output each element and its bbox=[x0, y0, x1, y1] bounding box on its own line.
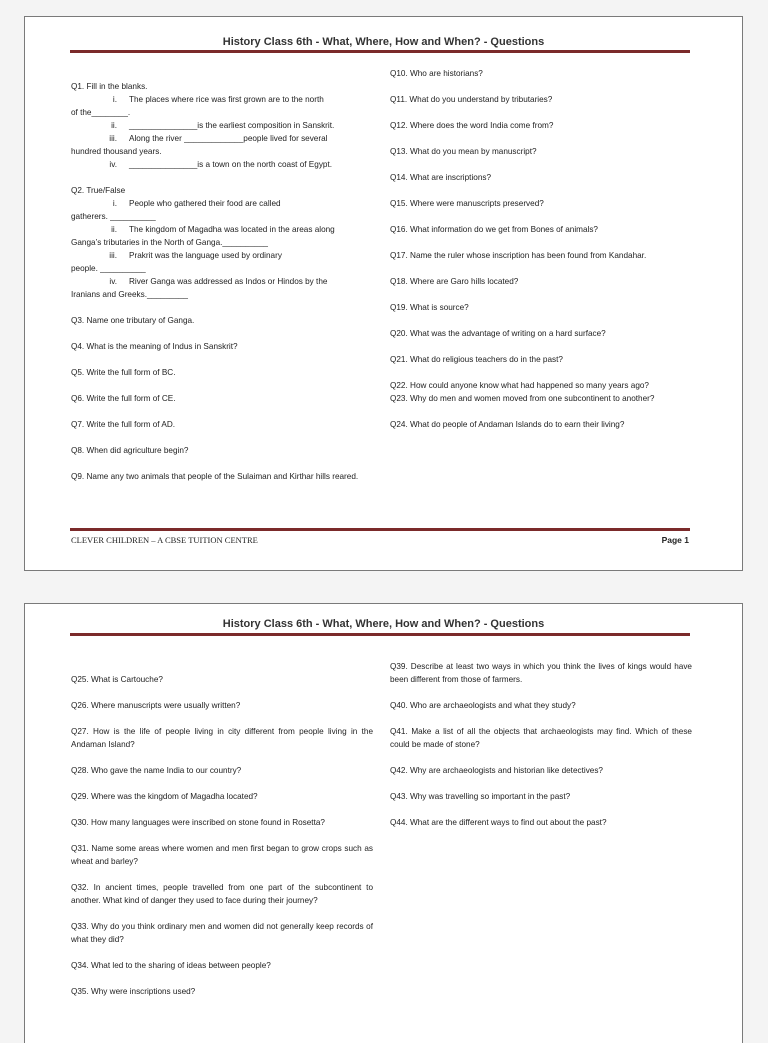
question-item: Q4. What is the meaning of Indus in Sanskrit? bbox=[71, 342, 238, 351]
left-column bbox=[71, 673, 373, 1011]
list-item-cont: people. __________ bbox=[71, 264, 146, 273]
question-item: Q7. Write the full form of AD. bbox=[71, 420, 176, 429]
question-item: Q8. When did agriculture begin? bbox=[71, 446, 189, 455]
list-item-cont: Ganga’s tributaries in the North of Ganga.__________ bbox=[71, 238, 268, 247]
question-item: Q28. Who gave the name India to our country? bbox=[71, 766, 242, 775]
list-item: iii. Prakrit was the language used by ordinary bbox=[109, 251, 282, 260]
question-item: Q13. What do you mean by manuscript? bbox=[390, 147, 537, 156]
question-item: Q24. What do people of Andaman Islands do to earn their living? bbox=[390, 420, 625, 429]
question-item: Q9. Name any two animals that people of the Sulaiman and Kirthar hills reared. bbox=[71, 472, 359, 481]
question-item: Q32. In ancient times, people travelled from one part of the subcontinent to another. What kind of danger they used to face during their journey? bbox=[71, 883, 373, 905]
title-rule bbox=[70, 50, 690, 53]
question-item: Q16. What information do we get from Bones of animals? bbox=[390, 225, 598, 234]
page-title: History Class 6th - What, Where, How and When? - Questions bbox=[222, 618, 545, 630]
footer-center-name: CLEVER CHILDREN – A CBSE TUITION CENTRE bbox=[71, 535, 258, 545]
question-item: Q41. Make a list of all the objects that archaeologists may find. Which of these could be made of stone? bbox=[390, 727, 692, 749]
list-item: ii. The kingdom of Magadha was located in the areas along bbox=[111, 225, 335, 234]
question-2 bbox=[71, 184, 373, 301]
question-item: Q27. How is the life of people living in city different from people living in the Andaman Island? bbox=[71, 727, 373, 749]
question-item: Q22. How could anyone know what had happened so many years ago? bbox=[390, 381, 649, 390]
question-item: Q11. What do you understand by tributaries? bbox=[390, 95, 553, 104]
question-item: Q43. Why was travelling so important in the past? bbox=[390, 792, 571, 801]
list-item: i. People who gathered their food are called bbox=[112, 199, 281, 208]
page-number: Page 1 bbox=[661, 535, 689, 545]
list-item: ii. _______________is the earliest composition in Sanskrit. bbox=[111, 121, 335, 130]
right-column bbox=[390, 67, 692, 444]
question-item: Q34. What led to the sharing of ideas between people? bbox=[71, 961, 271, 970]
footer-rule bbox=[70, 528, 690, 531]
list-item: iv. _______________is a town on the north coast of Egypt. bbox=[109, 160, 333, 169]
question-item: Q17. Name the ruler whose inscription has been found from Kandahar. bbox=[390, 251, 647, 260]
question-item: Q30. How many languages were inscribed on stone found in Rosetta? bbox=[71, 818, 325, 827]
question-item: Q29. Where was the kingdom of Magadha located? bbox=[71, 792, 258, 801]
question-item: Q39. Describe at least two ways in which you think the lives of kings would have been different from those of farmers. bbox=[390, 662, 692, 684]
question-item: Q44. What are the different ways to find out about the past? bbox=[390, 818, 607, 827]
question-item: Q33. Why do you think ordinary men and women did not generally keep records of what they did? bbox=[71, 922, 373, 944]
question-item: Q14. What are inscriptions? bbox=[390, 173, 492, 182]
question-item: Q40. Who are archaeologists and what they study? bbox=[390, 701, 576, 710]
left-column bbox=[71, 80, 373, 496]
question-item: Q35. Why were inscriptions used? bbox=[71, 987, 196, 996]
list-item-cont: gatherers. __________ bbox=[71, 212, 156, 221]
list-item: iii. Along the river _____________people lived for several bbox=[109, 134, 328, 143]
question-item: Q26. Where manuscripts were usually written? bbox=[71, 701, 241, 710]
right-column bbox=[390, 660, 692, 842]
list-item-cont: of the________. bbox=[71, 108, 131, 117]
question-item: Q31. Name some areas where women and men first began to grow crops such as wheat and barley? bbox=[71, 844, 373, 866]
question-1 bbox=[71, 80, 373, 171]
question-item: Q15. Where were manuscripts preserved? bbox=[390, 199, 544, 208]
question-item: Q12. Where does the word India come from? bbox=[390, 121, 554, 130]
question-item: Q20. What was the advantage of writing on a hard surface? bbox=[390, 329, 606, 338]
question-heading: Q1. Fill in the blanks. bbox=[71, 82, 148, 91]
question-item: Q25. What is Cartouche? bbox=[71, 675, 163, 684]
question-item: Q3. Name one tributary of Ganga. bbox=[71, 316, 195, 325]
document-page-2 bbox=[24, 603, 743, 1043]
question-heading: Q2. True/False bbox=[71, 186, 126, 195]
question-item: Q21. What do religious teachers do in the past? bbox=[390, 355, 563, 364]
question-item: Q42. Why are archaeologists and historian like detectives? bbox=[390, 766, 603, 775]
page-title: History Class 6th - What, Where, How and When? - Questions bbox=[222, 36, 545, 48]
list-item-cont: Iranians and Greeks._________ bbox=[71, 290, 188, 299]
question-item: Q10. Who are historians? bbox=[390, 69, 483, 78]
question-item: Q19. What is source? bbox=[390, 303, 469, 312]
title-rule bbox=[70, 633, 690, 636]
question-item: Q23. Why do men and women moved from one subcontinent to another? bbox=[390, 394, 655, 403]
question-item: Q5. Write the full form of BC. bbox=[71, 368, 176, 377]
list-item: i. The places where rice was first grown are to the north bbox=[112, 95, 324, 104]
question-item: Q6. Write the full form of CE. bbox=[71, 394, 176, 403]
list-item-cont: hundred thousand years. bbox=[71, 147, 162, 156]
list-item: iv. River Ganga was addressed as Indos or Hindos by the bbox=[109, 277, 328, 286]
question-item: Q18. Where are Garo hills located? bbox=[390, 277, 519, 286]
document-page-1 bbox=[24, 16, 743, 571]
